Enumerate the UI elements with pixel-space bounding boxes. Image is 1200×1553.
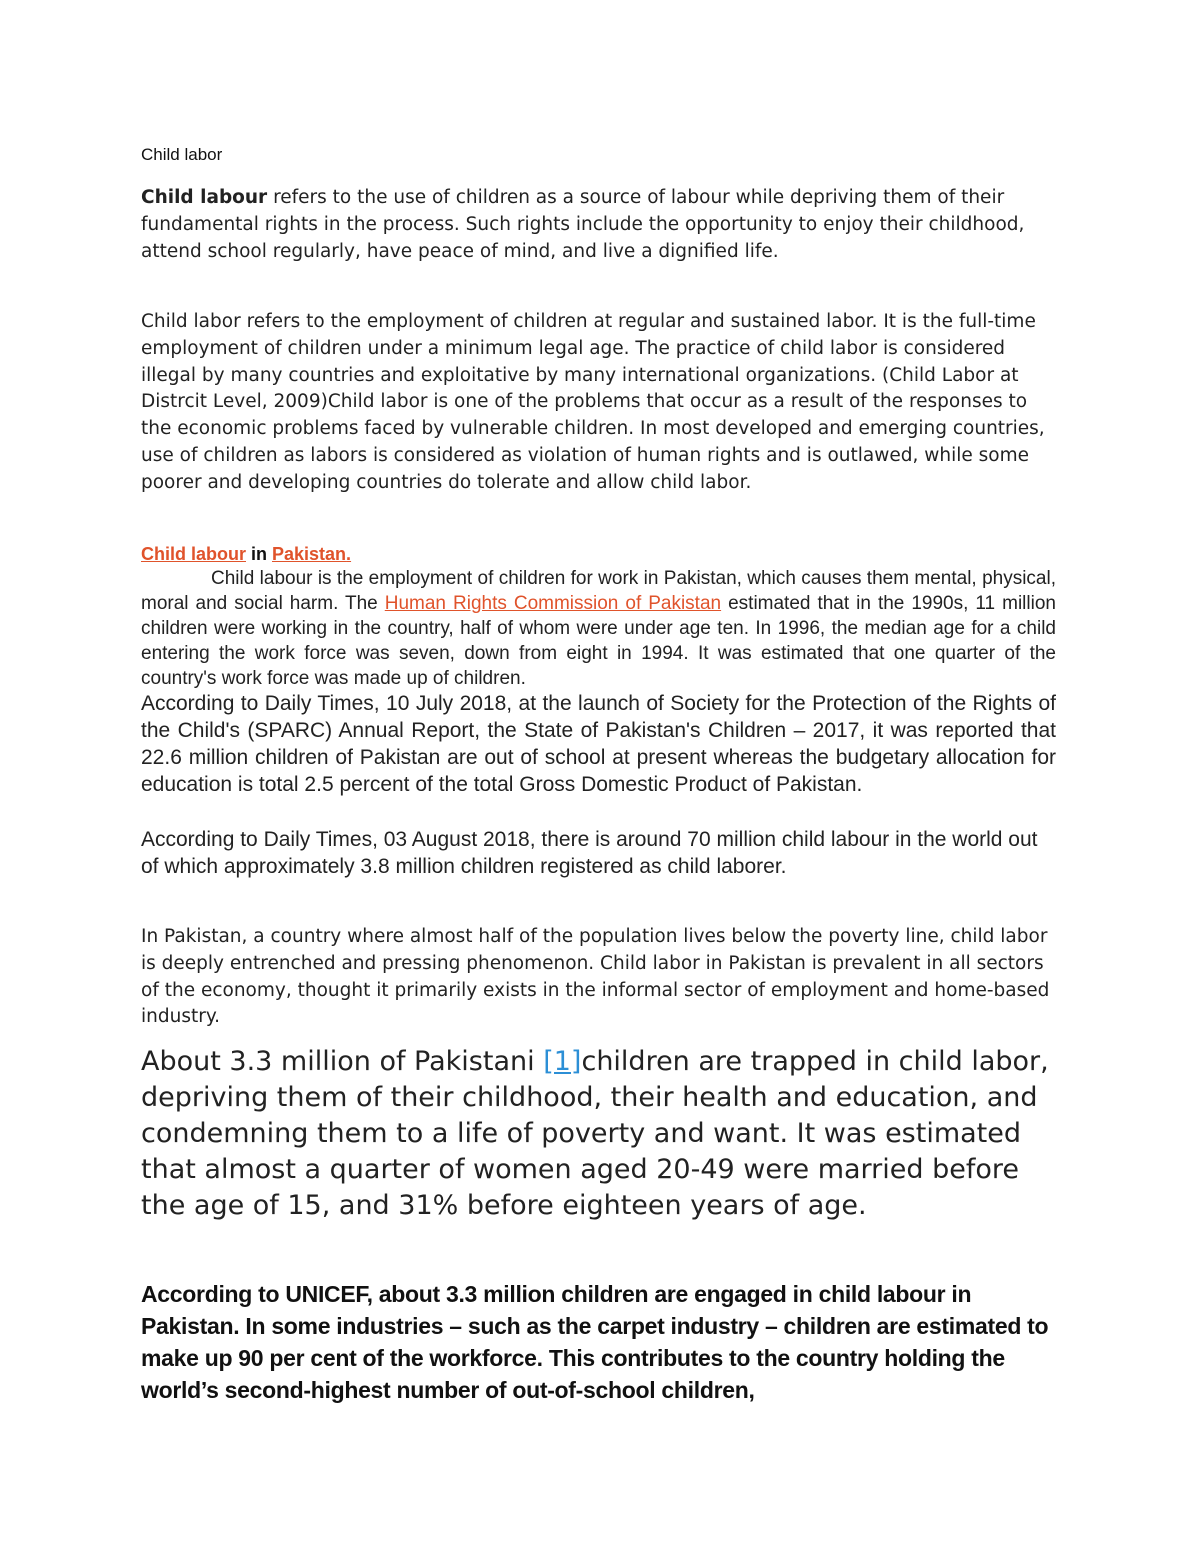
paragraph-employment: Child labor refers to the employment of children at regular and sustained labor. It is the full-time employment of children under a minimum legal age. The practice of child labor is considered illegal by many countries and exploitative by many international organizations. (Child Labor at Distrcit Level, 2009)Child labor is one of the problems that occur as a result of the responses to the economic problems faced by vulnerable children. In most developed and emerging countries, use of children as labors is considered as violation of human rights and is outlawed, while some poorer and developing countries do tolerate and allow child labor.	[141, 311, 1045, 493]
paragraph-unicef: According to UNICEF, about 3.3 million children are engaged in child labour in Pakistan. In some industries – such as the carpet industry – children are estimated to make up 90 per cent of the workforce. This contributes to the country holding the world’s second-highest number of out-of-school children,	[141, 1281, 1049, 1403]
paragraph-large-estimate	[141, 1044, 1056, 1224]
paragraph-poverty: In Pakistan, a country where almost half of the population lives below the poverty line, child labor is deeply entrenched and pressing phenomenon. Child labor in Pakistan is prevalent in all sectors of the economy, thought it primarily exists in the informal sector of employment and home-based industry.	[141, 926, 1050, 1028]
hrcp-link[interactable]: Human Rights Commission of Pakistan	[384, 593, 722, 614]
document-title: Child labor	[141, 145, 223, 164]
footnote-link[interactable]: [1]	[543, 1046, 582, 1077]
p7-text-b: children are trapped in child labor, depriving them of their childhood, their health and education, and condemning them to a life of poverty and want. It was estimated that almost a quarter of women aged 20-49 were married before the age of 15, and 31% before eighteen years of age.	[141, 1046, 1049, 1221]
term-child-labour: Child labour	[141, 187, 268, 208]
paragraph-pakistan-overview	[141, 566, 1056, 691]
section-heading	[141, 541, 1056, 567]
definition-text: refers to the use of children as a source of labour while depriving them of their fundamental rights in the process. Such rights include the opportunity to enjoy their childhood, attend school regularly, have peace of mind, and live a dignified life.	[141, 187, 1025, 262]
p7-text-a: About 3.3 million of Pakistani	[141, 1046, 544, 1077]
heading-in: in	[246, 544, 272, 564]
paragraph-daily-times-july: According to Daily Times, 10 July 2018, at the launch of Society for the Protection of the Rights of the Child's (SPARC) Annual Report, the State of Pakistan's Children – 2017, it was reported that 22.6 million children of Pakistan are out of school at present whereas the budgetary allocation for education is total 2.5 percent of the total Gross Domestic Product of Pakistan.	[141, 692, 1056, 796]
heading-link-pakistan[interactable]: Pakistan	[272, 544, 347, 564]
p3-text-b: estimated that in the 1990s, 11 million children were working in the country, half of whom were under age ten. In 1996, the median age for a child entering the work force was seven, down from eight in 1994. It was estimated that one quarter of the country's work force was made up of children.	[141, 593, 1056, 689]
heading-link-child-labour[interactable]: Child labour	[141, 544, 246, 564]
paragraph-daily-times-august: According to Daily Times, 03 August 2018, there is around 70 million child labour in the world out of which approximately 3.8 million children registered as child laborer.	[141, 828, 1038, 878]
paragraph-definition	[141, 185, 1056, 265]
heading-period: .	[346, 544, 352, 564]
p3-text-a: Child labour is the employment of children for work in Pakistan, which causes them mental, physical, moral and social harm. The	[141, 568, 1056, 614]
